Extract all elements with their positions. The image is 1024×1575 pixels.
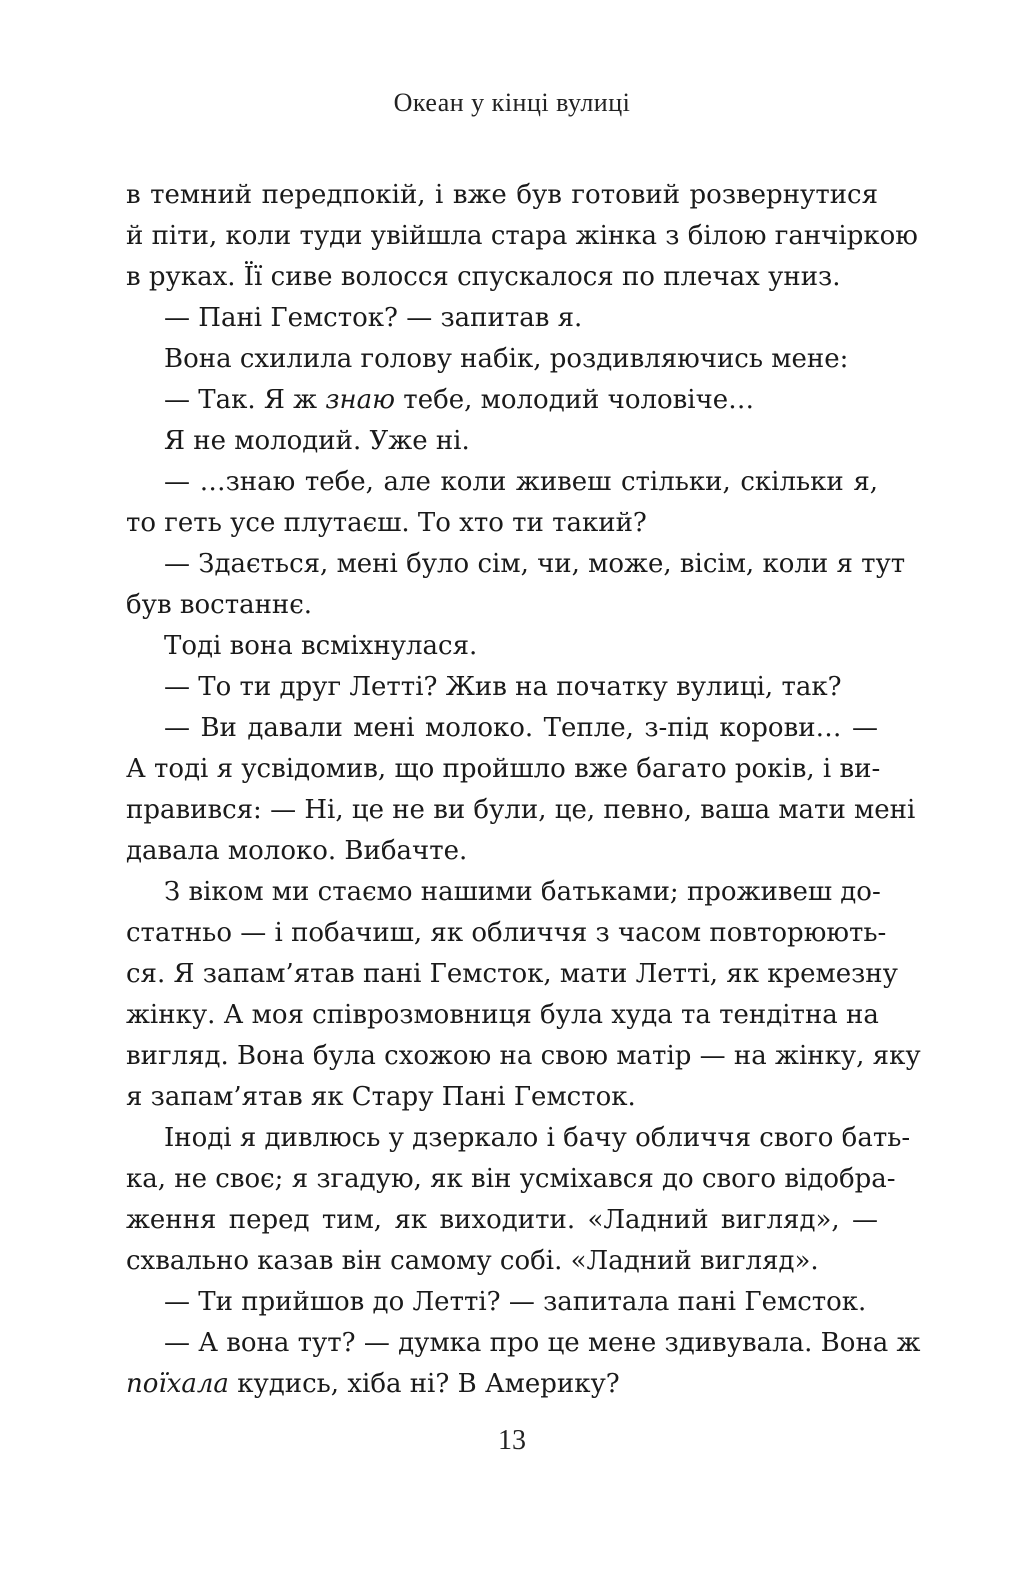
text-line: ження перед тим, як виходити. «Ладний вигляд», —	[126, 1205, 878, 1235]
emphasis: поїхала	[126, 1369, 229, 1399]
text-line: А тоді я усвідомив, що пройшло вже багато років, і ви-	[126, 754, 881, 784]
text-line: Тоді вона всміхнулася.	[164, 631, 478, 661]
text-line: ка, не своє; я згадую, як він усміхався до свого відобра-	[126, 1164, 896, 1194]
text-line: — Ти прийшов до Летті? — запитала пані Гемсток.	[164, 1287, 867, 1317]
body-text	[126, 175, 921, 1405]
text-line: статньо — і побачиш, як обличчя з часом повторюють-	[126, 918, 887, 948]
text-line: в темний передпокій, і вже був готовий розвернутися	[126, 180, 878, 210]
text-line: Вона схилила голову набік, роздивляючись мене:	[164, 344, 849, 374]
text-line: жінку. А моя співрозмовниця була худа та тендітна на	[126, 1000, 879, 1030]
text-line: — Пані Гемсток? — запитав я.	[164, 303, 583, 333]
line-part: кудись, хіба ні? В Америку?	[228, 1369, 620, 1399]
running-title: Океан у кінці вулиці	[393, 88, 631, 117]
text-line: я запам’ятав як Стару Пані Гемсток.	[126, 1082, 636, 1112]
text-line: Я не молодий. Уже ні.	[164, 426, 470, 456]
text-line: — …знаю тебе, але коли живеш стільки, скільки я,	[164, 467, 878, 497]
text-line	[126, 380, 878, 421]
text-line: давала молоко. Вибачте.	[126, 836, 468, 866]
text-line: — Ви давали мені молоко. Тепле, з-під корови… —	[164, 713, 878, 743]
text-line: ся. Я запам’ятав пані Гемсток, мати Летті, як кремезну	[126, 959, 898, 989]
text-line: Іноді я дивлюсь у дзеркало і бачу обличчя свого бать-	[164, 1123, 911, 1153]
text-line: З віком ми стаємо нашими батьками; проживеш до-	[164, 877, 881, 907]
line-part: тебе, молодий чоловіче…	[395, 385, 755, 415]
text-line: й піти, коли туди увійшла стара жінка з білою ганчіркою	[126, 221, 918, 251]
text-line: був востаннє.	[126, 590, 313, 620]
line-part: — Так. Я ж	[164, 385, 326, 415]
page-number: 13	[498, 1425, 526, 1456]
text-line: схвально казав він самому собі. «Ладний вигляд».	[126, 1246, 819, 1276]
text-line: — Здається, мені було сім, чи, може, вісім, коли я тут	[164, 549, 906, 579]
text-line: вигляд. Вона була схожою на свою матір — на жінку, яку	[126, 1041, 921, 1071]
text-line: — А вона тут? — думка про це мене здивувала. Вона ж	[164, 1328, 921, 1358]
text-line: то геть усе плутаєш. То хто ти такий?	[126, 508, 647, 538]
text-line: — То ти друг Летті? Жив на початку вулиці, так?	[164, 672, 842, 702]
text-line: в руках. Її сиве волосся спускалося по плечах униз.	[126, 262, 841, 292]
text-line: правився: — Ні, це не ви були, це, певно, ваша мати мені	[126, 795, 916, 825]
text-line	[126, 1364, 878, 1405]
emphasis: знаю	[325, 385, 396, 415]
